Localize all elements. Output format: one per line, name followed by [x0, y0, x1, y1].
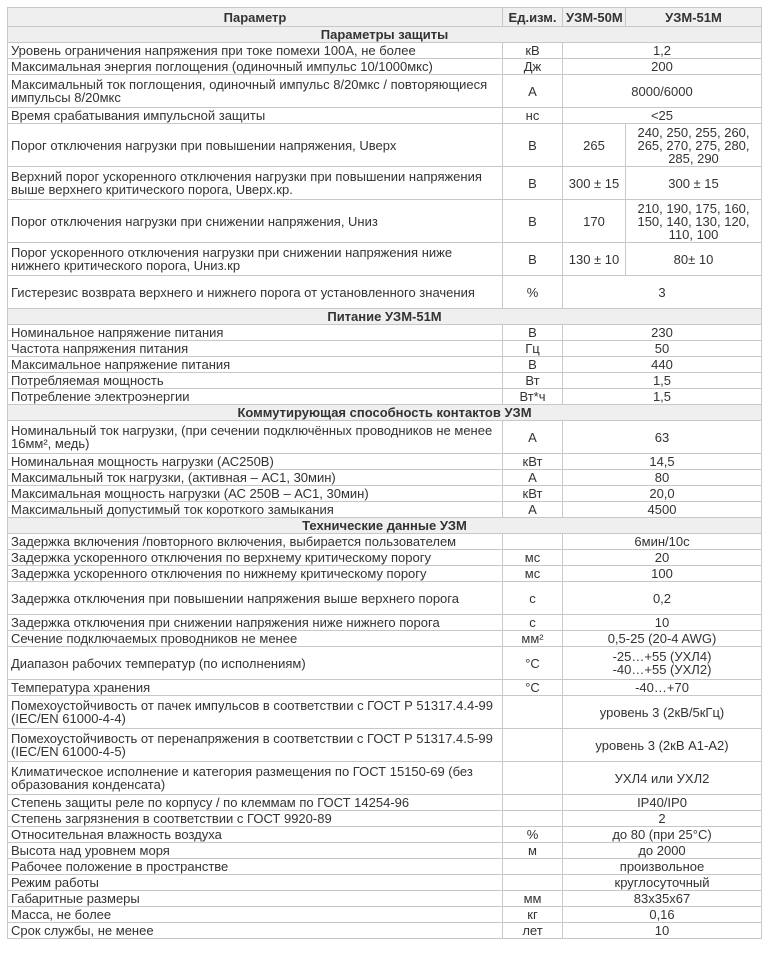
unit-cell	[503, 811, 563, 827]
param-cell: Помехоустойчивость от перенапряжения в соответствии с ГОСТ Р 51317.4.5-99 (IEC/EN 61000-4-5)	[8, 729, 503, 762]
param-cell: Задержка включения /повторного включения, выбирается пользователем	[8, 534, 503, 550]
unit-cell: В	[503, 325, 563, 341]
param-cell: Верхний порог ускоренного отключения нагрузки при повышении напряжения выше верхнего критического порога, Uверх.кр.	[8, 167, 503, 200]
unit-cell: А	[503, 502, 563, 518]
value-cell: 4500	[563, 502, 762, 518]
table-row	[8, 827, 762, 843]
value-cell: уровень 3 (2кВ А1-А2)	[563, 729, 762, 762]
table-row	[8, 550, 762, 566]
param-cell: Относительная влажность воздуха	[8, 827, 503, 843]
table-row	[8, 923, 762, 939]
param-cell: Уровень ограничения напряжения при токе помехи 100А, не более	[8, 43, 503, 59]
unit-cell	[503, 859, 563, 875]
param-cell: Сечение подключаемых проводников не менее	[8, 631, 503, 647]
header-uzm51: УЗМ-51М	[626, 8, 762, 27]
unit-cell: кВт	[503, 454, 563, 470]
value-cell: IP40/IP0	[563, 795, 762, 811]
param-cell: Степень загрязнения в соответствии с ГОСТ 9920-89	[8, 811, 503, 827]
param-cell: Порог ускоренного отключения нагрузки при снижении напряжения ниже нижнего критического порога, Uниз.кр	[8, 243, 503, 276]
table-row	[8, 696, 762, 729]
unit-cell: мс	[503, 550, 563, 566]
value-uzm51-cell: 240, 250, 255, 260, 265, 270, 275, 280, 285, 290	[626, 124, 762, 167]
value-cell: 2	[563, 811, 762, 827]
value-uzm51-cell: 300 ± 15	[626, 167, 762, 200]
param-cell: Номинальное напряжение питания	[8, 325, 503, 341]
value-uzm50-cell: 130 ± 10	[563, 243, 626, 276]
table-row	[8, 680, 762, 696]
value-cell: 10	[563, 923, 762, 939]
param-cell: Номинальная мощность нагрузки (АС250В)	[8, 454, 503, 470]
value-cell: 0,16	[563, 907, 762, 923]
unit-cell: °С	[503, 647, 563, 680]
section-header-row	[8, 405, 762, 421]
value-cell: 1,5	[563, 389, 762, 405]
value-cell: 0,2	[563, 582, 762, 615]
unit-cell: А	[503, 75, 563, 108]
header-uzm50: УЗМ-50М	[563, 8, 626, 27]
value-uzm50-cell: 170	[563, 200, 626, 243]
param-cell: Задержка ускоренного отключения по верхнему критическому порогу	[8, 550, 503, 566]
param-cell: Время срабатывания импульсной защиты	[8, 108, 503, 124]
table-row	[8, 502, 762, 518]
param-cell: Климатическое исполнение и категория размещения по ГОСТ 15150-69 (без образования конденсата)	[8, 762, 503, 795]
section-header-row	[8, 27, 762, 43]
unit-cell: %	[503, 276, 563, 309]
unit-cell: В	[503, 243, 563, 276]
unit-cell: мм²	[503, 631, 563, 647]
unit-cell: Вт	[503, 373, 563, 389]
value-cell: 1,2	[563, 43, 762, 59]
value-cell: 20,0	[563, 486, 762, 502]
param-cell: Максимальное напряжение питания	[8, 357, 503, 373]
param-cell: Высота над уровнем моря	[8, 843, 503, 859]
param-cell: Частота напряжения питания	[8, 341, 503, 357]
unit-cell	[503, 534, 563, 550]
table-row	[8, 325, 762, 341]
value-cell: до 80 (при 25°С)	[563, 827, 762, 843]
table-row	[8, 243, 762, 276]
table-row	[8, 729, 762, 762]
unit-cell	[503, 762, 563, 795]
table-row	[8, 59, 762, 75]
param-cell: Температура хранения	[8, 680, 503, 696]
table-row	[8, 875, 762, 891]
unit-cell: лет	[503, 923, 563, 939]
param-cell: Потребляемая мощность	[8, 373, 503, 389]
value-uzm51-cell: 210, 190, 175, 160, 150, 140, 130, 120, 110, 100	[626, 200, 762, 243]
param-cell: Максимальная энергия поглощения (одиночный импульс 10/1000мкс)	[8, 59, 503, 75]
param-cell: Задержка отключения при снижении напряжения ниже нижнего порога	[8, 615, 503, 631]
unit-cell: В	[503, 200, 563, 243]
unit-cell: Дж	[503, 59, 563, 75]
unit-cell: с	[503, 615, 563, 631]
value-cell: 10	[563, 615, 762, 631]
section-title: Параметры защиты	[8, 27, 762, 43]
spec-table-container	[7, 7, 761, 939]
value-cell: УХЛ4 или УХЛ2	[563, 762, 762, 795]
table-row	[8, 615, 762, 631]
unit-cell: %	[503, 827, 563, 843]
value-cell: 80	[563, 470, 762, 486]
unit-cell: °С	[503, 680, 563, 696]
value-cell: круглосуточный	[563, 875, 762, 891]
table-row	[8, 631, 762, 647]
table-row	[8, 795, 762, 811]
table-row	[8, 647, 762, 680]
value-cell: 230	[563, 325, 762, 341]
table-row	[8, 167, 762, 200]
table-row	[8, 470, 762, 486]
value-cell: 3	[563, 276, 762, 309]
table-row	[8, 75, 762, 108]
unit-cell: с	[503, 582, 563, 615]
unit-cell	[503, 696, 563, 729]
header-unit: Ед.изм.	[503, 8, 563, 27]
table-row	[8, 357, 762, 373]
value-cell: произвольное	[563, 859, 762, 875]
value-cell: 100	[563, 566, 762, 582]
param-cell: Потребление электроэнергии	[8, 389, 503, 405]
param-cell: Порог отключения нагрузки при повышении напряжения, Uверх	[8, 124, 503, 167]
value-cell: 50	[563, 341, 762, 357]
table-row	[8, 124, 762, 167]
unit-cell: В	[503, 357, 563, 373]
table-row	[8, 582, 762, 615]
param-cell: Номинальный ток нагрузки, (при сечении подключённых проводников не менее 16мм², медь)	[8, 421, 503, 454]
param-cell: Максимальный ток поглощения, одиночный импульс 8/20мкс / повторяющиеся импульсы 8/20мкс	[8, 75, 503, 108]
unit-cell: Гц	[503, 341, 563, 357]
section-title: Коммутирующая способность контактов УЗМ	[8, 405, 762, 421]
table-row	[8, 108, 762, 124]
table-row	[8, 843, 762, 859]
param-cell: Максимальный ток нагрузки, (активная – АС1, 30мин)	[8, 470, 503, 486]
value-cell: -40…+70	[563, 680, 762, 696]
section-header-row	[8, 309, 762, 325]
table-row	[8, 200, 762, 243]
table-row	[8, 534, 762, 550]
unit-cell: мс	[503, 566, 563, 582]
table-row	[8, 373, 762, 389]
value-cell: 83х35х67	[563, 891, 762, 907]
value-cell: 200	[563, 59, 762, 75]
value-cell: до 2000	[563, 843, 762, 859]
value-cell: 20	[563, 550, 762, 566]
value-cell: 8000/6000	[563, 75, 762, 108]
header-param: Параметр	[8, 8, 503, 27]
unit-cell	[503, 795, 563, 811]
section-header-row	[8, 518, 762, 534]
unit-cell: кг	[503, 907, 563, 923]
value-cell: 0,5-25 (20-4 AWG)	[563, 631, 762, 647]
param-cell: Масса, не более	[8, 907, 503, 923]
unit-cell: Вт*ч	[503, 389, 563, 405]
param-cell: Максимальная мощность нагрузки (АС 250В – АС1, 30мин)	[8, 486, 503, 502]
unit-cell: В	[503, 124, 563, 167]
table-row	[8, 389, 762, 405]
unit-cell: м	[503, 843, 563, 859]
unit-cell	[503, 875, 563, 891]
table-header-row	[8, 8, 762, 27]
table-row	[8, 276, 762, 309]
section-title: Питание УЗМ-51М	[8, 309, 762, 325]
param-cell: Помехоустойчивость от пачек импульсов в соответствии с ГОСТ Р 51317.4.4-99 (IEC/EN 61000-4-4)	[8, 696, 503, 729]
value-cell: 14,5	[563, 454, 762, 470]
param-cell: Гистерезис возврата верхнего и нижнего порога от установленного значения	[8, 276, 503, 309]
table-row	[8, 486, 762, 502]
table-row	[8, 43, 762, 59]
param-cell: Габаритные размеры	[8, 891, 503, 907]
specifications-table	[7, 7, 762, 939]
value-cell: <25	[563, 108, 762, 124]
value-uzm51-cell: 80± 10	[626, 243, 762, 276]
table-row	[8, 421, 762, 454]
param-cell: Рабочее положение в пространстве	[8, 859, 503, 875]
param-cell: Диапазон рабочих температур (по исполнениям)	[8, 647, 503, 680]
value-cell: 6мин/10с	[563, 534, 762, 550]
param-cell: Задержка ускоренного отключения по нижнему критическому порогу	[8, 566, 503, 582]
value-cell: 63	[563, 421, 762, 454]
value-cell: 1,5	[563, 373, 762, 389]
param-cell: Порог отключения нагрузки при снижении напряжения, Uниз	[8, 200, 503, 243]
table-body	[8, 27, 762, 939]
unit-cell: А	[503, 470, 563, 486]
table-row	[8, 859, 762, 875]
unit-cell: нс	[503, 108, 563, 124]
unit-cell	[503, 729, 563, 762]
section-title: Технические данные УЗМ	[8, 518, 762, 534]
param-cell: Максимальный допустимый ток короткого замыкания	[8, 502, 503, 518]
value-cell: -25…+55 (УХЛ4) -40…+55 (УХЛ2)	[563, 647, 762, 680]
table-row	[8, 341, 762, 357]
unit-cell: кВ	[503, 43, 563, 59]
unit-cell: мм	[503, 891, 563, 907]
table-row	[8, 566, 762, 582]
unit-cell: А	[503, 421, 563, 454]
unit-cell: В	[503, 167, 563, 200]
table-row	[8, 762, 762, 795]
value-cell: 440	[563, 357, 762, 373]
param-cell: Срок службы, не менее	[8, 923, 503, 939]
param-cell: Задержка отключения при повышении напряжения выше верхнего порога	[8, 582, 503, 615]
table-row	[8, 811, 762, 827]
param-cell: Степень защиты реле по корпусу / по клеммам по ГОСТ 14254-96	[8, 795, 503, 811]
value-cell: уровень 3 (2кВ/5кГц)	[563, 696, 762, 729]
param-cell: Режим работы	[8, 875, 503, 891]
table-row	[8, 907, 762, 923]
unit-cell: кВт	[503, 486, 563, 502]
value-uzm50-cell: 265	[563, 124, 626, 167]
table-row	[8, 891, 762, 907]
value-uzm50-cell: 300 ± 15	[563, 167, 626, 200]
table-row	[8, 454, 762, 470]
